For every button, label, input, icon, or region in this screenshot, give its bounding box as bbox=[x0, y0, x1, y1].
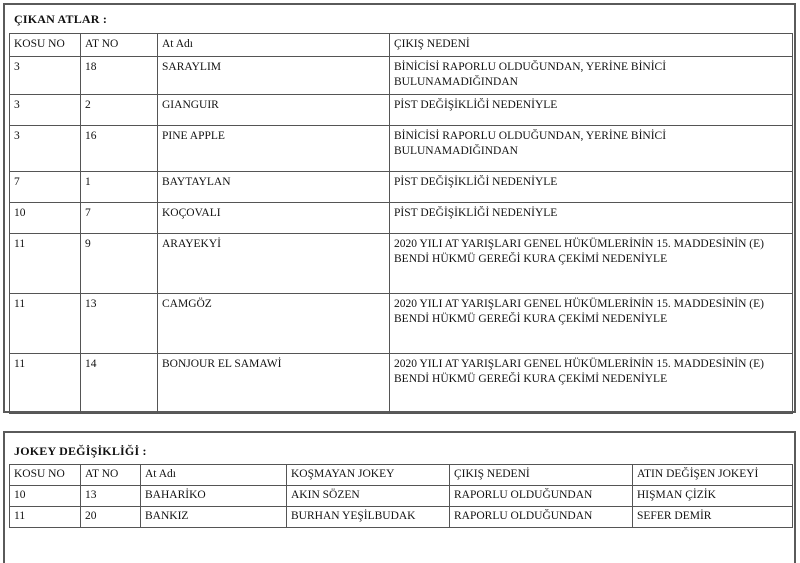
table-header-row bbox=[10, 465, 793, 486]
cell-kosu-no: 11 bbox=[10, 234, 81, 294]
cell-cikis-nedeni: PİST DEĞİŞİKLİĞİ NEDENİYLE bbox=[390, 95, 793, 126]
cell-kosu-no: 11 bbox=[10, 294, 81, 354]
table-row bbox=[10, 486, 793, 507]
cell-at-no: 18 bbox=[81, 57, 158, 95]
section-title: ÇIKAN ATLAR : bbox=[14, 12, 108, 26]
header-at-adi: At Adı bbox=[141, 465, 287, 486]
cell-at-adi: KOÇOVALI bbox=[158, 203, 390, 234]
cell-kosu-no: 11 bbox=[10, 507, 81, 528]
cell-at-adi: BANKIZ bbox=[141, 507, 287, 528]
cell-at-adi: CAMGÖZ bbox=[158, 294, 390, 354]
cell-at-no: 16 bbox=[81, 126, 158, 172]
cell-cikis-nedeni: RAPORLU OLDUĞUNDAN bbox=[450, 507, 633, 528]
cell-at-adi: GIANGUIR bbox=[158, 95, 390, 126]
cell-at-no: 20 bbox=[81, 507, 141, 528]
cell-kosu-no: 11 bbox=[10, 354, 81, 414]
cell-atin-degisen-jokeyi: SEFER DEMİR bbox=[633, 507, 793, 528]
cell-cikis-nedeni: 2020 YILI AT YARIŞLARI GENEL HÜKÜMLERİNİN 15. MADDESİNİN (E) BENDİ HÜKMÜ GEREĞİ KURA ÇEKİMİ NEDENİYLE bbox=[390, 234, 793, 294]
cell-cikis-nedeni: PİST DEĞİŞİKLİĞİ NEDENİYLE bbox=[390, 203, 793, 234]
header-cikis-nedeni: ÇIKIŞ NEDENİ bbox=[450, 465, 633, 486]
cell-at-no: 1 bbox=[81, 172, 158, 203]
cell-cikis-nedeni: 2020 YILI AT YARIŞLARI GENEL HÜKÜMLERİNİN 15. MADDESİNİN (E) BENDİ HÜKMÜ GEREĞİ KURA ÇEKİMİ NEDENİYLE bbox=[390, 294, 793, 354]
cell-at-no: 14 bbox=[81, 354, 158, 414]
header-kosmayan-jokey: KOŞMAYAN JOKEY bbox=[287, 465, 450, 486]
section-title: JOKEY DEĞİŞİKLİĞİ : bbox=[14, 444, 147, 458]
table-row bbox=[10, 126, 793, 172]
cell-kosu-no: 10 bbox=[10, 203, 81, 234]
header-at-no: AT NO bbox=[81, 465, 141, 486]
table-row bbox=[10, 57, 793, 95]
header-at-no: AT NO bbox=[81, 34, 158, 57]
cikan-atlar-table bbox=[9, 33, 793, 414]
cell-kosu-no: 7 bbox=[10, 172, 81, 203]
cell-cikis-nedeni: BİNİCİSİ RAPORLU OLDUĞUNDAN, YERİNE BİNİCİ BULUNAMADIĞINDAN bbox=[390, 126, 793, 172]
jokey-degisikligi-table bbox=[9, 464, 793, 528]
cell-kosmayan-jokey: AKIN SÖZEN bbox=[287, 486, 450, 507]
header-kosu-no: KOSU NO bbox=[10, 34, 81, 57]
cell-cikis-nedeni: BİNİCİSİ RAPORLU OLDUĞUNDAN, YERİNE BİNİCİ BULUNAMADIĞINDAN bbox=[390, 57, 793, 95]
cell-at-no: 13 bbox=[81, 294, 158, 354]
cell-kosu-no: 3 bbox=[10, 95, 81, 126]
cell-cikis-nedeni: RAPORLU OLDUĞUNDAN bbox=[450, 486, 633, 507]
cell-atin-degisen-jokeyi: HIŞMAN ÇİZİK bbox=[633, 486, 793, 507]
cell-at-adi: BONJOUR EL SAMAWİ bbox=[158, 354, 390, 414]
cell-at-adi: PINE APPLE bbox=[158, 126, 390, 172]
table-row bbox=[10, 354, 793, 414]
cell-kosmayan-jokey: BURHAN YEŞİLBUDAK bbox=[287, 507, 450, 528]
cell-kosu-no: 10 bbox=[10, 486, 81, 507]
cell-cikis-nedeni: PİST DEĞİŞİKLİĞİ NEDENİYLE bbox=[390, 172, 793, 203]
table-row bbox=[10, 95, 793, 126]
table-header-row bbox=[10, 34, 793, 57]
cell-at-no: 13 bbox=[81, 486, 141, 507]
cell-at-adi: SARAYLIM bbox=[158, 57, 390, 95]
table-row bbox=[10, 294, 793, 354]
cikan-atlar-section bbox=[3, 3, 796, 413]
cell-at-no: 7 bbox=[81, 203, 158, 234]
cell-cikis-nedeni: 2020 YILI AT YARIŞLARI GENEL HÜKÜMLERİNİN 15. MADDESİNİN (E) BENDİ HÜKMÜ GEREĞİ KURA ÇEKİMİ NEDENİYLE bbox=[390, 354, 793, 414]
header-cikis-nedeni: ÇIKIŞ NEDENİ bbox=[390, 34, 793, 57]
header-kosu-no: KOSU NO bbox=[10, 465, 81, 486]
header-at-adi: At Adı bbox=[158, 34, 390, 57]
cell-at-adi: ARAYEKYİ bbox=[158, 234, 390, 294]
cell-at-no: 9 bbox=[81, 234, 158, 294]
cell-at-adi: BAYTAYLAN bbox=[158, 172, 390, 203]
cell-at-no: 2 bbox=[81, 95, 158, 126]
cell-kosu-no: 3 bbox=[10, 126, 81, 172]
jokey-degisikligi-section bbox=[3, 431, 796, 563]
header-atin-degisen-jokeyi: ATIN DEĞİŞEN JOKEYİ bbox=[633, 465, 793, 486]
table-row bbox=[10, 234, 793, 294]
table-row bbox=[10, 507, 793, 528]
table-row bbox=[10, 172, 793, 203]
table-row bbox=[10, 203, 793, 234]
cell-kosu-no: 3 bbox=[10, 57, 81, 95]
cell-at-adi: BAHARİKO bbox=[141, 486, 287, 507]
